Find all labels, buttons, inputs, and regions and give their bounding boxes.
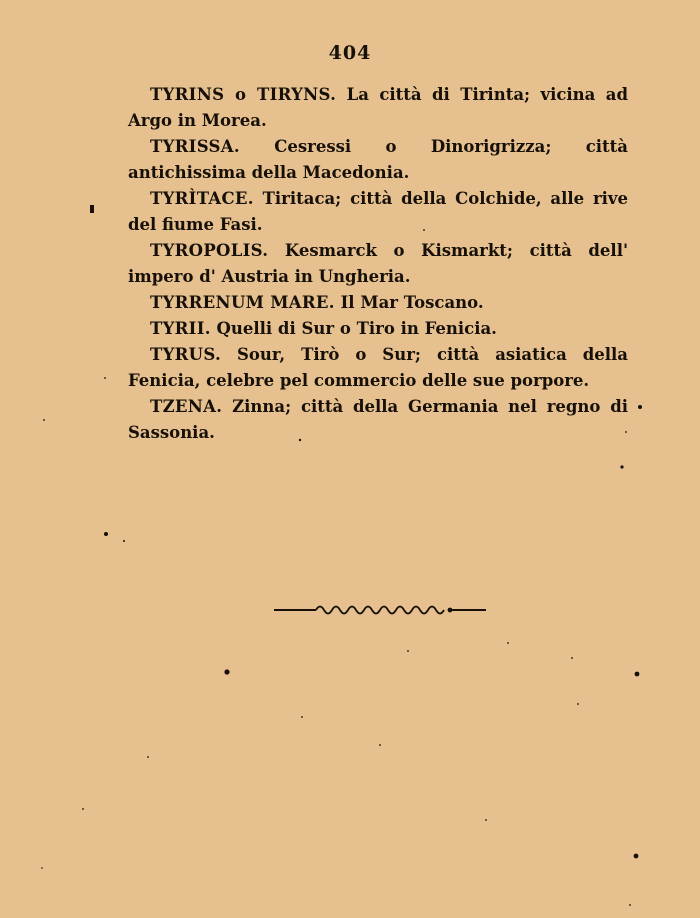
page-number: 404 — [328, 42, 372, 64]
entry-definition: La città di Tirinta; vicina ad Argo in Morea. — [128, 85, 628, 130]
entry-headword: TZENA. — [150, 397, 223, 416]
entry-headword: TYRISSA. — [150, 137, 240, 156]
entry-definition: Quelli di Sur o Tiro in Fenicia. — [216, 319, 497, 338]
entry-definition: Tiritaca; città della Colchide, alle rive del fiume Fasi. — [128, 189, 628, 234]
entry-headword: TYRINS o TIRYNS. — [150, 85, 337, 104]
entry-headword: TYRUS. — [150, 345, 222, 364]
entry-headword: TYROPOLIS. — [150, 241, 269, 260]
entry-headword: TYRÌTACE. — [150, 189, 254, 208]
entry-headword: TYRRENUM MARE. — [150, 293, 335, 312]
entry-definition: Cesressi o Dinorigrizza; città antichissima della Macedonia. — [128, 137, 628, 182]
entry-definition: Il Mar Toscano. — [340, 293, 484, 312]
entry-headword: TYRII. — [150, 319, 211, 338]
entry-definition: Sour, Tirò o Sur; città asiatica della Fenicia, celebre pel commercio delle sue porpore. — [128, 345, 628, 390]
entry-definition: Kesmarck o Kismarkt; città dell' impero d' Austria in Ungheria. — [128, 241, 629, 286]
entry-definition: Zinna; città della Germania nel regno di Sassonia. — [128, 397, 629, 442]
